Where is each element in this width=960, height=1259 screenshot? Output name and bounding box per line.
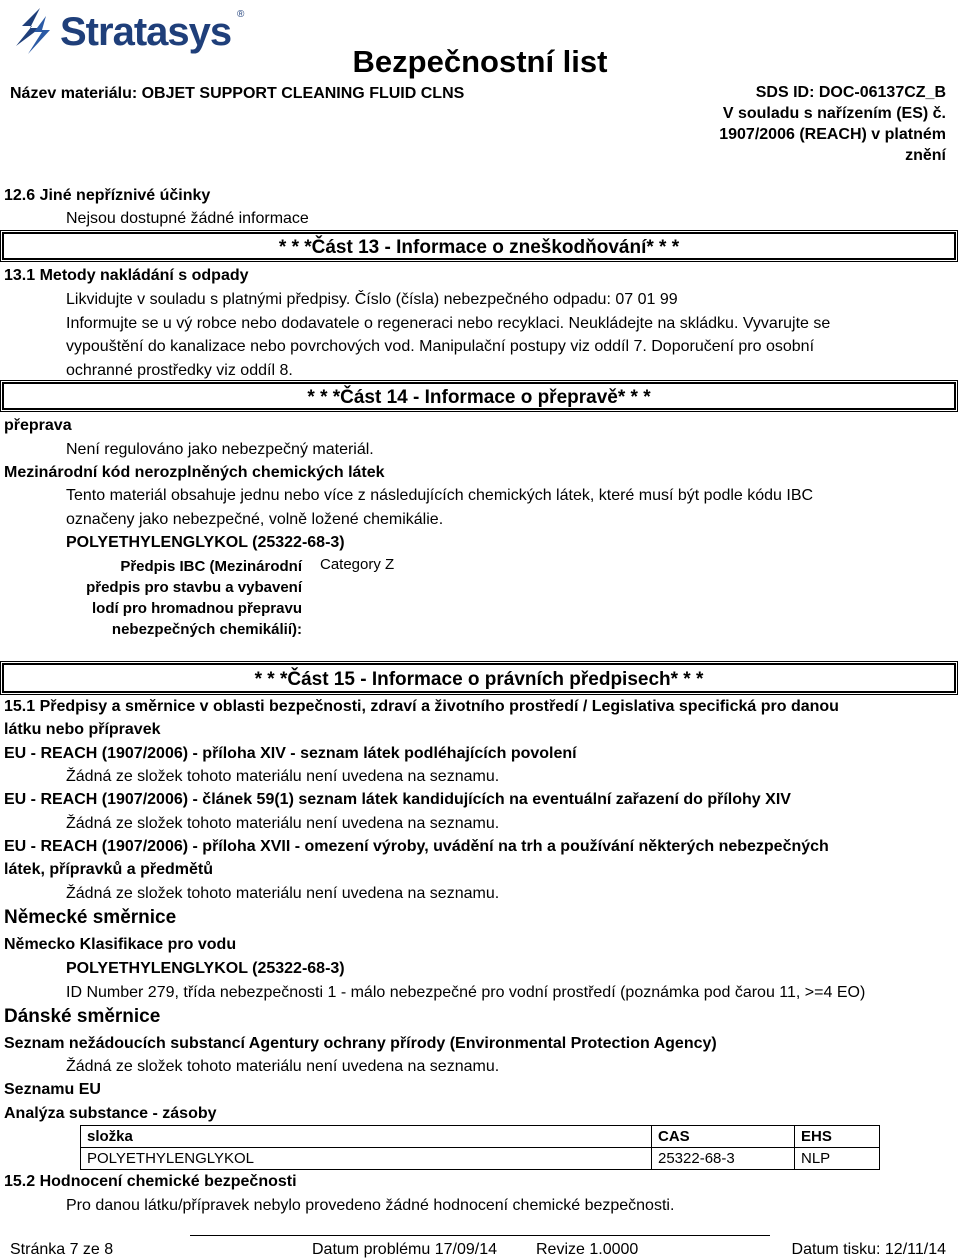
ibc-label-line-4: nebezpečných chemikálií): [111,621,302,638]
section-13-1-line-2: Informujte se u vý robce nebo dodavatele o regeneraci nebo recyklaci. Neukládejte na skládku. Vyvarujte se [66,315,831,332]
logo-registered-mark: ® [237,9,245,20]
table-header-component: složka [81,1126,652,1148]
document-title: Bezpečnostní list [352,44,608,79]
german-water-class-text: ID Number 279, třída nebezpečnosti 1 - málo nebezpečné pro vodní prostředí (poznámka pod čarou 11, >=4 EO) [66,984,866,1001]
ibc-text-line-2: označeny jako nebezpečné, volně ložené chemikálie. [66,511,444,528]
regulation-line-2: 1907/2006 (REACH) v platném [719,126,946,143]
inventory-heading: Analýza substance - zásoby [4,1105,217,1122]
reach-annex-xiv-heading: EU - REACH (1907/2006) - příloha XIV - seznam látek podléhajících povolení [4,745,577,762]
section-15-2-heading: 15.2 Hodnocení chemické bezpečnosti [4,1173,297,1190]
danish-regulations-heading: Dánské směrnice [4,1006,161,1027]
section-14-title: * * *Část 14 - Informace o přepravě* * * [307,387,651,408]
footer-print-date: Datum tisku: 12/11/14 [791,1241,946,1258]
section-13-1-line-4: ochranné prostředky viz oddíl 8. [66,362,293,379]
ibc-text-line-1: Tento materiál obsahuje jednu nebo více z následujících chemických látek, které musí být podle kódu IBC [66,487,814,504]
stratasys-logo [10,4,250,58]
table-header-ehs: EHS [795,1126,880,1148]
logo-mark-icon [10,6,56,56]
section-15-title: * * *Část 15 - Informace o právních předpisech* * * [254,669,704,690]
regulation-line-1: V souladu s nařízením (ES) č. [722,105,946,122]
table-row [81,1148,880,1170]
footer-revision: Revize 1.0000 [536,1241,639,1258]
inventory-table [80,1125,880,1170]
section-14-title-bar [2,382,956,410]
reach-annex-xvii-heading-line-2: látek, přípravků a předmětů [4,861,213,878]
ibc-label-line-2: předpis pro stavbu a vybavení [86,579,302,596]
ibc-heading: Mezinárodní kód nerozplněných chemických látek [4,464,385,481]
table-header-row [81,1126,880,1148]
section-15-2-text: Pro danou látku/přípravek nebylo provedeno žádné hodnocení chemické bezpečnosti. [66,1197,675,1214]
section-12-6-heading: 12.6 Jiné nepříznivé účinky [4,187,211,204]
section-12-6-text: Nejsou dostupné žádné informace [66,210,309,227]
reach-article-59-heading: EU - REACH (1907/2006) - článek 59(1) seznam látek kandidujících na eventuální zařazení do přílohy XIV [4,791,791,808]
section-13-1-heading: 13.1 Metody nakládání s odpady [4,267,249,284]
section-13-title: * * *Část 13 - Informace o zneškodňování* * * [278,237,680,258]
ibc-label-line-3: lodí pro hromadnou přepravu [91,600,302,617]
german-water-class-heading: Německo Klasifikace pro vodu [4,936,237,953]
german-regulations-heading: Německé směrnice [4,907,177,928]
footer-issue-date: Datum problému 17/09/14 [312,1241,497,1258]
footer-divider [190,1235,770,1236]
reach-annex-xiv-text: Žádná ze složek tohoto materiálu není uvedena na seznamu. [66,768,500,785]
ibc-category-value: Category Z [320,556,395,573]
regulation-line-3: znění [905,147,946,164]
ibc-label-line-1: Předpis IBC (Mezinárodní [120,558,302,575]
table-cell-component: POLYETHYLENGLYKOL [81,1148,652,1170]
section-15-title-bar [2,663,956,693]
section-13-1-line-3: vypouštění do kanalizace nebo povrchových vod. Manipulační postupy viz oddíl 7. Doporučení pro osobní [66,338,815,355]
section-13-1-line-1: Likvidujte v souladu s platnými předpisy. Číslo (čísla) nebezpečného odpadu: 07 01 99 [66,291,678,308]
ibc-substance: POLYETHYLENGLYKOL (25322-68-3) [66,534,345,551]
reach-annex-xvii-text: Žádná ze složek tohoto materiálu není uvedena na seznamu. [66,885,500,902]
transport-text: Není regulováno jako nebezpečný materiál. [66,441,374,458]
ibc-regulation-label [40,556,302,640]
german-substance: POLYETHYLENGLYKOL (25322-68-3) [66,960,345,977]
table-cell-ehs: NLP [795,1148,880,1170]
footer-page-number: Stránka 7 ze 8 [10,1241,114,1258]
logo-text: Stratasys [60,10,232,54]
eu-list-heading: Seznamu EU [4,1081,101,1098]
sds-id: SDS ID: DOC-06137CZ_B [755,84,946,101]
danish-epa-heading: Seznam nežádoucích substancí Agentury ochrany přírody (Environmental Protection Agency) [4,1035,717,1052]
table-header-cas: CAS [652,1126,795,1148]
table-cell-cas: 25322-68-3 [652,1148,795,1170]
reach-annex-xvii-heading-line-1: EU - REACH (1907/2006) - příloha XVII - omezení výroby, uvádění na trh a používání některých nebezpečných [4,838,829,855]
transport-heading: přeprava [4,417,72,434]
reach-article-59-text: Žádná ze složek tohoto materiálu není uvedena na seznamu. [66,815,500,832]
material-name: Název materiálu: OBJET SUPPORT CLEANING FLUID CLNS [10,85,465,102]
section-15-1-heading-line-2: látku nebo přípravek [4,721,161,738]
section-15-1-heading-line-1: 15.1 Předpisy a směrnice v oblasti bezpečnosti, zdraví a životního prostředí / Legislativa specifická pro danou [4,698,839,715]
danish-epa-text: Žádná ze složek tohoto materiálu není uvedena na seznamu. [66,1058,500,1075]
section-13-title-bar [2,232,956,260]
sds-id-block [656,82,946,166]
